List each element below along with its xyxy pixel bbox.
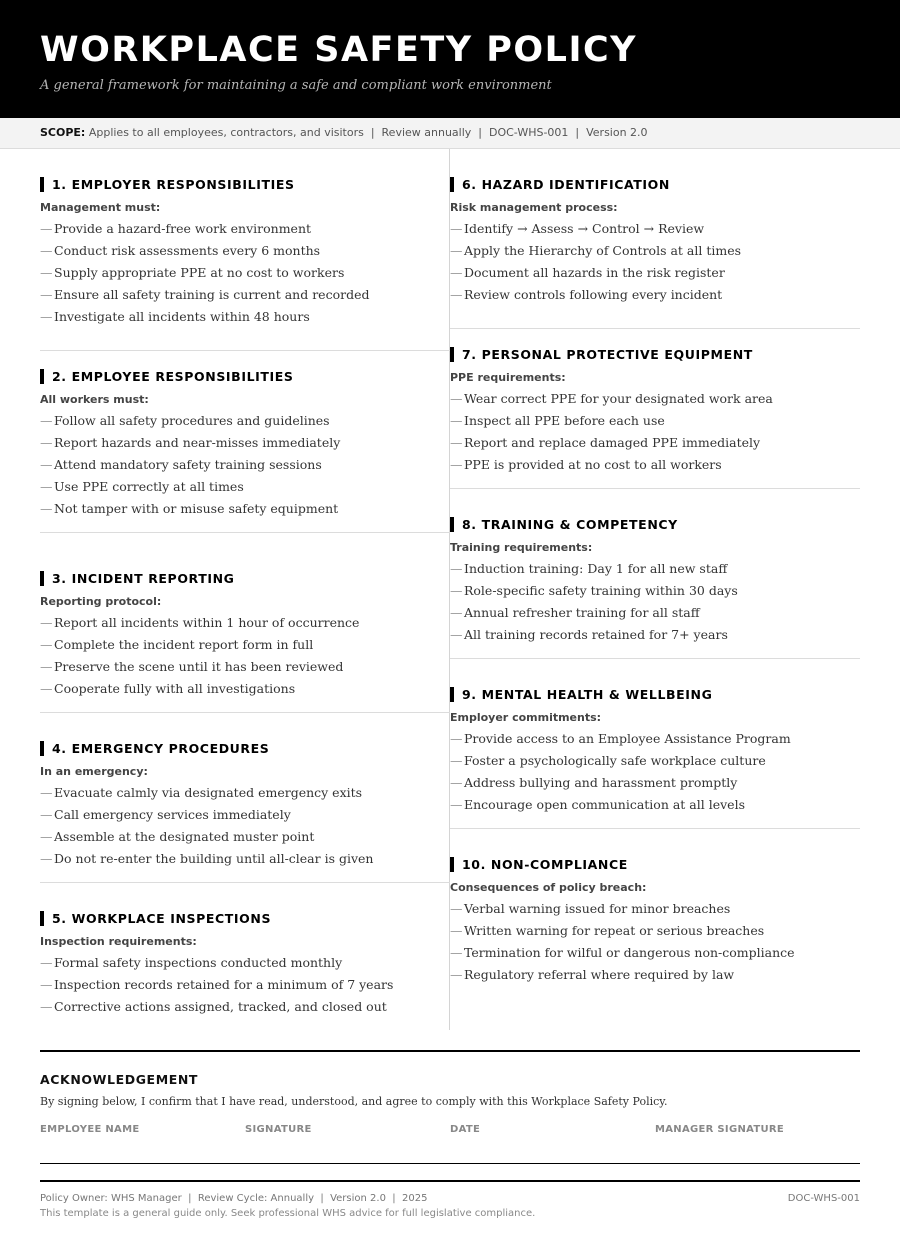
list-item-text: Ensure all safety training is current and recorded <box>54 287 370 302</box>
section-heading <box>450 517 678 532</box>
document-footer <box>40 1180 860 1219</box>
list-item-text: Preserve the scene until it has been reviewed <box>54 659 344 674</box>
list-item <box>40 826 373 848</box>
list-item-text: Conduct risk assessments every 6 months <box>54 243 321 258</box>
dash-bullet: — <box>40 615 53 630</box>
dash-bullet: — <box>40 243 53 258</box>
document-header <box>0 0 900 118</box>
list-item-text: Identify → Assess → Control → Review <box>464 221 705 236</box>
list-item <box>450 262 741 284</box>
list-item-text: Verbal warning issued for minor breaches <box>464 901 731 916</box>
list-item-text: Call emergency services immediately <box>54 807 291 822</box>
section-list <box>450 728 791 816</box>
dash-bullet: — <box>450 287 463 302</box>
list-item-text: Inspect all PPE before each use <box>464 413 665 428</box>
list-item <box>450 218 741 240</box>
policy-section <box>450 829 860 982</box>
section-marker <box>450 687 454 702</box>
dash-bullet: — <box>450 457 463 472</box>
list-item-text: Address bullying and harassment promptly <box>464 775 738 790</box>
dash-bullet: — <box>40 309 53 324</box>
list-item <box>450 794 791 816</box>
list-item-text: Encourage open communication at all levels <box>464 797 745 812</box>
section-marker <box>40 177 44 192</box>
dash-bullet: — <box>450 923 463 938</box>
right-column <box>450 149 860 1030</box>
section-title: 4. EMERGENCY PROCEDURES <box>52 741 270 756</box>
list-item <box>450 750 791 772</box>
policy-columns <box>40 149 860 1030</box>
section-marker <box>40 571 44 586</box>
dash-bullet: — <box>450 561 463 576</box>
dash-bullet: — <box>450 265 463 280</box>
list-item <box>450 772 791 794</box>
section-list <box>450 218 741 306</box>
section-subheading: Reporting protocol: <box>40 595 162 608</box>
dash-bullet: — <box>450 775 463 790</box>
list-item-text: Supply appropriate PPE at no cost to workers <box>54 265 345 280</box>
acknowledgement-text: By signing below, I confirm that I have read, understood, and agree to comply with this Workplace Safety Policy. <box>40 1095 668 1108</box>
list-item <box>40 804 373 826</box>
section-marker <box>450 177 454 192</box>
list-item <box>40 996 393 1018</box>
list-item <box>40 952 393 974</box>
list-item <box>450 410 773 432</box>
section-marker <box>40 911 44 926</box>
list-item-text: Provide access to an Employee Assistance Program <box>464 731 791 746</box>
list-item-text: Investigate all incidents within 48 hours <box>54 309 310 324</box>
list-item <box>450 580 738 602</box>
list-item <box>40 454 340 476</box>
list-item-text: Formal safety inspections conducted monthly <box>54 955 343 970</box>
list-item <box>450 920 795 942</box>
dash-bullet: — <box>40 479 53 494</box>
list-item-text: Report hazards and near-misses immediately <box>54 435 341 450</box>
section-title: 8. TRAINING & COMPETENCY <box>462 517 678 532</box>
list-item <box>40 634 359 656</box>
section-title: 10. NON-COMPLIANCE <box>462 857 628 872</box>
list-item-text: Written warning for repeat or serious breaches <box>464 923 765 938</box>
policy-section <box>450 659 860 829</box>
dash-bullet: — <box>40 851 53 866</box>
list-item <box>40 410 340 432</box>
section-heading <box>40 741 269 756</box>
dash-bullet: — <box>450 731 463 746</box>
section-list <box>40 410 340 520</box>
page-subtitle: A general framework for maintaining a safe and compliant work environment <box>40 78 552 93</box>
list-item-text: Corrective actions assigned, tracked, and closed out <box>54 999 387 1014</box>
manager-signature-field[interactable]: MANAGER SIGNATURE <box>655 1124 785 1135</box>
section-heading <box>450 177 670 192</box>
dash-bullet: — <box>40 785 53 800</box>
policy-section <box>40 149 450 351</box>
dash-bullet: — <box>40 681 53 696</box>
list-item-text: Do not re-enter the building until all-clear is given <box>54 851 374 866</box>
dash-bullet: — <box>40 977 53 992</box>
dash-bullet: — <box>450 221 463 236</box>
list-item <box>40 848 373 870</box>
dash-bullet: — <box>40 413 53 428</box>
list-item <box>40 656 359 678</box>
dash-bullet: — <box>40 435 53 450</box>
list-item-text: Assemble at the designated muster point <box>54 829 315 844</box>
dash-bullet: — <box>40 829 53 844</box>
list-item <box>450 624 738 646</box>
list-item <box>40 218 369 240</box>
left-column <box>40 149 450 1030</box>
list-item-text: Document all hazards in the risk register <box>464 265 725 280</box>
section-subheading: Risk management process: <box>450 201 618 214</box>
section-marker <box>450 857 454 872</box>
list-item <box>450 388 773 410</box>
section-heading <box>40 177 295 192</box>
list-item <box>40 306 369 328</box>
section-list <box>40 952 393 1018</box>
scope-label: SCOPE: <box>40 126 86 139</box>
section-heading <box>40 911 271 926</box>
section-heading <box>450 857 628 872</box>
list-item <box>40 782 373 804</box>
section-list <box>40 218 369 328</box>
section-title: 7. PERSONAL PROTECTIVE EQUIPMENT <box>462 347 753 362</box>
list-item-text: Complete the incident report form in full <box>54 637 314 652</box>
list-item <box>450 240 741 262</box>
list-item <box>40 476 340 498</box>
list-item <box>40 284 369 306</box>
dash-bullet: — <box>40 501 53 516</box>
signature-row <box>40 1124 860 1164</box>
dash-bullet: — <box>450 243 463 258</box>
list-item-text: Use PPE correctly at all times <box>54 479 244 494</box>
list-item-text: All training records retained for 7+ years <box>464 627 728 642</box>
list-item <box>450 432 773 454</box>
page-title: WORKPLACE SAFETY POLICY <box>40 30 638 70</box>
dash-bullet: — <box>40 287 53 302</box>
section-title: 5. WORKPLACE INSPECTIONS <box>52 911 272 926</box>
section-list <box>40 612 359 700</box>
list-item-text: Evacuate calmly via designated emergency exits <box>54 785 363 800</box>
section-list <box>450 388 773 476</box>
section-subheading: PPE requirements: <box>450 371 566 384</box>
section-title: 2. EMPLOYEE RESPONSIBILITIES <box>52 369 294 384</box>
list-item-text: Annual refresher training for all staff <box>464 605 700 620</box>
list-item <box>450 728 791 750</box>
policy-section <box>450 149 860 329</box>
section-title: 9. MENTAL HEALTH & WELLBEING <box>462 687 713 702</box>
list-item <box>40 498 340 520</box>
list-item-text: Role-specific safety training within 30 days <box>464 583 738 598</box>
list-item-text: Report all incidents within 1 hour of occurrence <box>54 615 360 630</box>
dash-bullet: — <box>450 605 463 620</box>
dash-bullet: — <box>450 583 463 598</box>
dash-bullet: — <box>450 753 463 768</box>
list-item <box>450 964 795 986</box>
dash-bullet: — <box>450 435 463 450</box>
scope-bar <box>0 118 900 149</box>
section-subheading: Management must: <box>40 201 161 214</box>
policy-section <box>450 489 860 659</box>
dash-bullet: — <box>450 945 463 960</box>
footer-doc-id: DOC-WHS-001 <box>787 1193 860 1204</box>
section-marker <box>450 517 454 532</box>
section-marker <box>40 741 44 756</box>
list-item <box>450 898 795 920</box>
list-item-text: Not tamper with or misuse safety equipment <box>54 501 339 516</box>
list-item <box>40 678 359 700</box>
list-item-text: Inspection records retained for a minimum of 7 years <box>54 977 394 992</box>
list-item <box>40 262 369 284</box>
list-item-text: Attend mandatory safety training sessions <box>54 457 322 472</box>
policy-section <box>450 319 860 489</box>
scope-text: Applies to all employees, contractors, and visitors | Review annually | DOC-WHS-001 | Version 2.0 <box>88 126 648 139</box>
dash-bullet: — <box>40 807 53 822</box>
employee-name-field[interactable]: EMPLOYEE NAME <box>40 1124 140 1135</box>
section-subheading: Employer commitments: <box>450 711 602 724</box>
acknowledgement-title: ACKNOWLEDGEMENT <box>40 1072 199 1087</box>
section-heading <box>40 369 294 384</box>
dash-bullet: — <box>450 413 463 428</box>
policy-section <box>40 713 450 883</box>
policy-section <box>40 883 450 1030</box>
section-title: 1. EMPLOYER RESPONSIBILITIES <box>52 177 295 192</box>
list-item-text: PPE is provided at no cost to all workers <box>464 457 722 472</box>
list-item-text: Induction training: Day 1 for all new staff <box>464 561 728 576</box>
list-item <box>450 284 741 306</box>
section-subheading: Inspection requirements: <box>40 935 197 948</box>
section-subheading: Training requirements: <box>450 541 593 554</box>
list-item <box>40 612 359 634</box>
list-item <box>40 974 393 996</box>
list-item-text: Wear correct PPE for your designated work area <box>464 391 773 406</box>
list-item <box>40 432 340 454</box>
list-item <box>450 602 738 624</box>
section-subheading: All workers must: <box>40 393 149 406</box>
dash-bullet: — <box>450 391 463 406</box>
footer-policy-info: Policy Owner: WHS Manager | Review Cycle: Annually | Version 2.0 | 2025 <box>40 1193 428 1204</box>
list-item-text: Follow all safety procedures and guidelines <box>54 413 330 428</box>
dash-bullet: — <box>40 637 53 652</box>
list-item <box>40 240 369 262</box>
section-heading <box>450 687 712 702</box>
list-item-text: Cooperate fully with all investigations <box>54 681 296 696</box>
dash-bullet: — <box>40 955 53 970</box>
dash-bullet: — <box>40 265 53 280</box>
section-marker <box>40 369 44 384</box>
dash-bullet: — <box>450 797 463 812</box>
section-subheading: In an emergency: <box>40 765 148 778</box>
section-title: 3. INCIDENT REPORTING <box>52 571 235 586</box>
list-item-text: Termination for wilful or dangerous non-compliance <box>464 945 795 960</box>
dash-bullet: — <box>40 221 53 236</box>
section-heading <box>40 571 235 586</box>
policy-section <box>40 341 450 533</box>
section-marker <box>450 347 454 362</box>
section-heading <box>450 347 753 362</box>
list-item-text: Foster a psychologically safe workplace culture <box>464 753 766 768</box>
dash-bullet: — <box>40 659 53 674</box>
list-item <box>450 942 795 964</box>
list-item <box>450 454 773 476</box>
dash-bullet: — <box>40 457 53 472</box>
dash-bullet: — <box>40 999 53 1014</box>
section-title: 6. HAZARD IDENTIFICATION <box>462 177 670 192</box>
list-item <box>450 558 738 580</box>
section-list <box>450 898 795 986</box>
signature-field[interactable]: SIGNATURE <box>245 1124 312 1135</box>
policy-section <box>40 543 450 713</box>
dash-bullet: — <box>450 627 463 642</box>
list-item-text: Report and replace damaged PPE immediately <box>464 435 761 450</box>
date-field[interactable]: DATE <box>450 1124 481 1135</box>
dash-bullet: — <box>450 901 463 916</box>
section-list <box>40 782 373 870</box>
list-item-text: Review controls following every incident <box>464 287 723 302</box>
list-item-text: Regulatory referral where required by law <box>464 967 735 982</box>
acknowledgement-section <box>40 1050 860 1135</box>
footer-disclaimer: This template is a general guide only. Seek professional WHS advice for full legislative compliance. <box>40 1208 536 1219</box>
dash-bullet: — <box>450 967 463 982</box>
list-item-text: Provide a hazard-free work environment <box>54 221 312 236</box>
list-item-text: Apply the Hierarchy of Controls at all times <box>464 243 742 258</box>
section-list <box>450 558 738 646</box>
section-subheading: Consequences of policy breach: <box>450 881 647 894</box>
